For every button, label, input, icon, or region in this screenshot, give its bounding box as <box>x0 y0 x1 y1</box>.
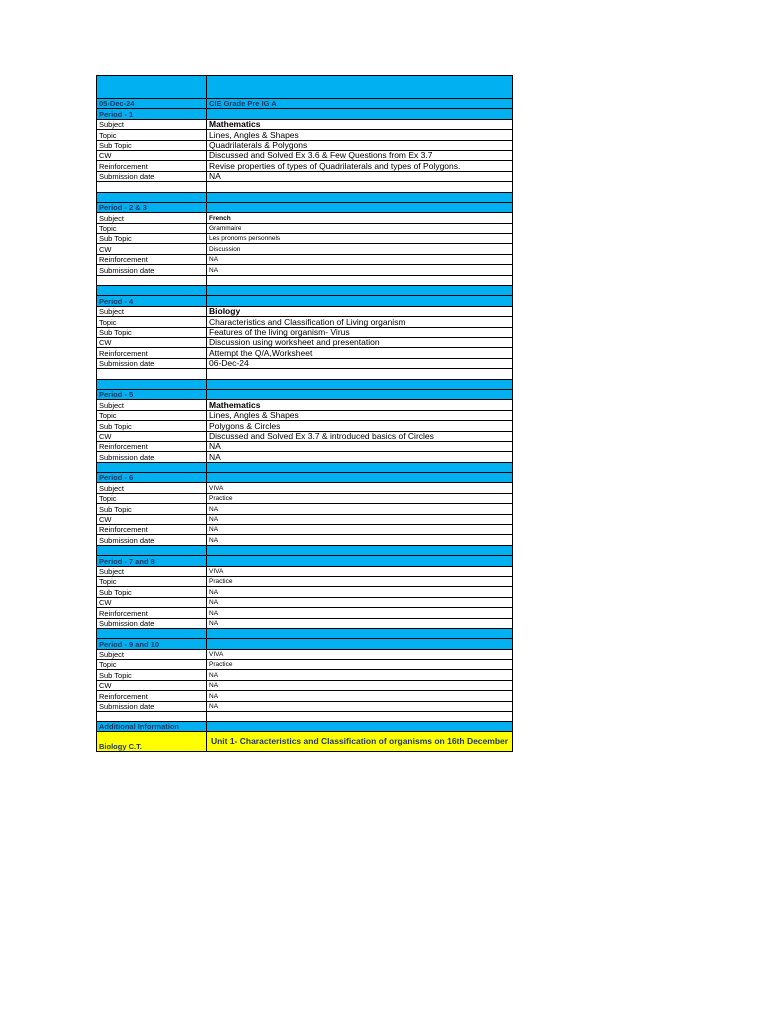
field-row-reinforcement <box>97 160 512 170</box>
period-title: Period - 4 <box>97 296 207 305</box>
period-title: Period - 2 & 3 <box>97 203 207 212</box>
field-row-sub-topic <box>97 140 512 150</box>
field-row-subject <box>97 119 512 129</box>
field-label: Sub Topic <box>97 234 207 243</box>
field-value: Revise properties of types of Quadrilaterals and types of Polygons. <box>209 161 461 171</box>
field-row-reinforcement <box>97 254 512 264</box>
field-row-subject <box>97 306 512 316</box>
field-label: Reinforcement <box>97 608 207 617</box>
field-label: Submission date <box>97 452 207 461</box>
field-row-reinforcement <box>97 690 512 700</box>
field-value: Practice <box>209 661 233 669</box>
field-row-topic <box>97 129 512 139</box>
field-row-cw <box>97 243 512 253</box>
period-header <box>97 295 512 305</box>
field-label: Subject <box>97 567 207 576</box>
field-value: NA <box>209 256 219 264</box>
spacer-row <box>97 462 512 472</box>
field-label: Submission date <box>97 359 207 368</box>
field-label: CW <box>97 681 207 690</box>
date-row <box>97 98 512 108</box>
field-label: Reinforcement <box>97 442 207 451</box>
additional-info-title: Additional Information <box>97 722 207 731</box>
periods-container <box>97 108 512 721</box>
field-value: Attempt the Q/A,Worksheet <box>209 348 313 358</box>
class-cell: CIE Grade Pre IG A <box>209 99 277 109</box>
period-header <box>97 202 512 212</box>
field-row-subject <box>97 399 512 409</box>
field-label: Reinforcement <box>97 348 207 357</box>
field-value: NA <box>209 692 219 700</box>
field-row-submission-date <box>97 534 512 544</box>
field-label: Topic <box>97 494 207 503</box>
field-label: Topic <box>97 660 207 669</box>
field-row-sub-topic <box>97 327 512 337</box>
field-label: Topic <box>97 130 207 139</box>
field-label: CW <box>97 598 207 607</box>
field-row-sub-topic <box>97 503 512 513</box>
field-row-cw <box>97 680 512 690</box>
date-cell: 05-Dec-24 <box>97 99 207 108</box>
field-label: Subject <box>97 213 207 222</box>
field-label: Reinforcement <box>97 255 207 264</box>
spacer-row <box>97 275 512 285</box>
field-value: NA <box>209 599 219 607</box>
field-label: Topic <box>97 577 207 586</box>
field-label: Sub Topic <box>97 328 207 337</box>
field-row-submission-date <box>97 451 512 461</box>
field-value: Quadrilaterals & Polygons <box>209 140 308 150</box>
field-label: Sub Topic <box>97 141 207 150</box>
period-header <box>97 555 512 565</box>
field-label: CW <box>97 244 207 253</box>
field-row-submission-date <box>97 264 512 274</box>
field-value: NA <box>209 505 219 513</box>
field-label: Subject <box>97 650 207 659</box>
period-header <box>97 108 512 118</box>
field-row-cw <box>97 337 512 347</box>
field-row-topic <box>97 576 512 586</box>
header-left-cell <box>97 76 207 98</box>
field-value: Practice <box>209 578 233 586</box>
field-row-reinforcement <box>97 524 512 534</box>
field-label: Topic <box>97 317 207 326</box>
field-row-submission-date <box>97 618 512 628</box>
field-row-sub-topic <box>97 669 512 679</box>
field-value: NA <box>209 609 219 617</box>
period-header <box>97 389 512 399</box>
field-row-subject <box>97 212 512 222</box>
field-label: Topic <box>97 224 207 233</box>
field-row-topic <box>97 223 512 233</box>
field-value: Lines, Angles & Shapes <box>209 410 299 421</box>
field-row-topic <box>97 493 512 503</box>
field-value: 06-Dec-24 <box>209 358 249 369</box>
field-row-topic <box>97 410 512 420</box>
field-value: NA <box>209 516 219 524</box>
field-label: Topic <box>97 411 207 420</box>
field-row-reinforcement <box>97 347 512 357</box>
field-label: Submission date <box>97 265 207 274</box>
field-row-cw <box>97 431 512 441</box>
field-row-subject <box>97 566 512 576</box>
field-value: VIVA <box>209 651 224 659</box>
period-title: Period - 1 <box>97 109 207 118</box>
field-label: Reinforcement <box>97 161 207 170</box>
field-row-cw <box>97 150 512 160</box>
field-value: NA <box>209 588 219 596</box>
header-right-cell <box>207 76 512 98</box>
field-row-sub-topic <box>97 233 512 243</box>
field-value: Polygons & Circles <box>209 421 281 431</box>
field-label: Submission date <box>97 535 207 544</box>
field-label: Submission date <box>97 172 207 181</box>
field-value: Discussed and Solved Ex 3.7 & introduced basics of Circles <box>209 431 434 441</box>
field-value: NA <box>209 671 219 679</box>
field-row-cw <box>97 514 512 524</box>
field-row-subject <box>97 649 512 659</box>
field-value: Biology <box>209 306 241 317</box>
period-header <box>97 638 512 648</box>
field-value: VIVA <box>209 567 224 575</box>
field-row-subject <box>97 482 512 492</box>
field-value: NA <box>209 536 219 544</box>
spacer-row <box>97 368 512 378</box>
field-value: Practice <box>209 495 233 503</box>
field-value: NA <box>209 619 219 627</box>
field-value: French <box>209 214 231 222</box>
field-label: Subject <box>97 120 207 129</box>
field-value: Discussion <box>209 245 241 253</box>
spacer-row <box>97 379 512 389</box>
field-value: NA <box>209 441 221 452</box>
additional-info-value: Unit 1- Characteristics and Classification of organisms on 16th December <box>210 736 509 747</box>
field-label: Submission date <box>97 702 207 711</box>
field-row-cw <box>97 597 512 607</box>
field-row-topic <box>97 659 512 669</box>
field-row-submission-date <box>97 171 512 181</box>
field-label: Sub Topic <box>97 587 207 596</box>
timetable-sheet <box>96 75 513 752</box>
field-label: Sub Topic <box>97 504 207 513</box>
period-header <box>97 472 512 482</box>
spacer-row <box>97 181 512 191</box>
field-value: Les pronoms personnels <box>209 235 281 243</box>
field-label: Reinforcement <box>97 691 207 700</box>
field-value: NA <box>209 171 221 182</box>
field-value: Discussed and Solved Ex 3.6 & Few Questions from Ex 3.7 <box>209 150 433 161</box>
field-label: Subject <box>97 400 207 409</box>
period-title: Period - 6 <box>97 473 207 482</box>
field-row-reinforcement <box>97 607 512 617</box>
header-bar <box>97 75 512 98</box>
field-value: Mathematics <box>209 119 261 130</box>
spacer-row <box>97 285 512 295</box>
field-label: Subject <box>97 483 207 492</box>
field-row-submission-date <box>97 701 512 711</box>
additional-info-header <box>97 721 512 731</box>
additional-info-row <box>97 731 512 752</box>
field-value: NA <box>209 682 219 690</box>
field-label: CW <box>97 432 207 441</box>
period-title: Period - 9 and 10 <box>97 639 207 648</box>
field-label: Reinforcement <box>97 525 207 534</box>
field-label: CW <box>97 338 207 347</box>
period-title: Period - 7 and 8 <box>97 556 207 565</box>
field-label: Sub Topic <box>97 421 207 430</box>
field-value: Mathematics <box>209 400 261 410</box>
spacer-row <box>97 711 512 721</box>
field-label: Submission date <box>97 619 207 628</box>
field-value: NA <box>209 526 219 534</box>
field-row-sub-topic <box>97 586 512 596</box>
field-label: Subject <box>97 307 207 316</box>
field-value: Discussion using worksheet and presentation <box>209 337 380 348</box>
field-row-reinforcement <box>97 441 512 451</box>
field-label: Sub Topic <box>97 670 207 679</box>
field-value: NA <box>209 266 219 274</box>
field-value: Lines, Angles & Shapes <box>209 130 299 140</box>
field-value: VIVA <box>209 484 224 492</box>
field-value: Grammaire <box>209 225 242 233</box>
field-row-sub-topic <box>97 420 512 430</box>
field-value: NA <box>209 452 221 462</box>
field-value: Characteristics and Classification of Living organism <box>209 317 406 327</box>
additional-info-label: Biology C.T. <box>97 732 207 751</box>
field-row-topic <box>97 316 512 326</box>
field-value: NA <box>209 703 219 711</box>
field-label: CW <box>97 151 207 160</box>
field-row-submission-date <box>97 358 512 368</box>
period-title: Period - 5 <box>97 390 207 399</box>
spacer-row <box>97 545 512 555</box>
spacer-row <box>97 628 512 638</box>
spacer-row <box>97 192 512 202</box>
field-value: Features of the living organism- Virus <box>209 327 350 337</box>
field-label: CW <box>97 515 207 524</box>
